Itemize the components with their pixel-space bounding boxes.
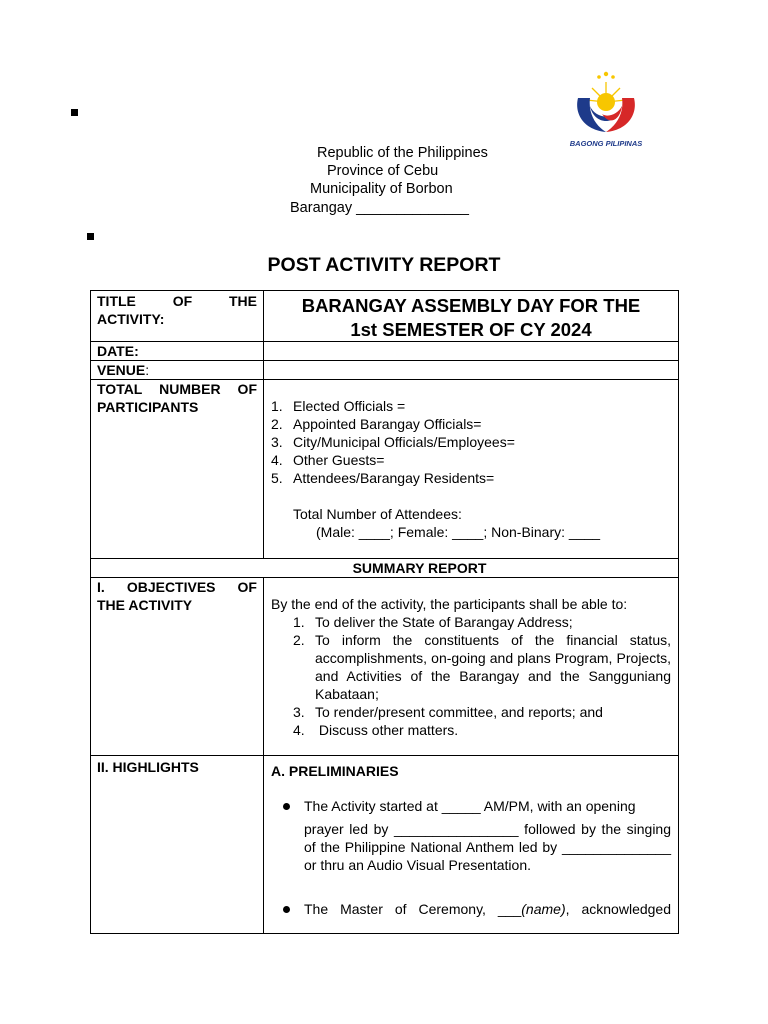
summary-report-header: SUMMARY REPORT: [91, 559, 679, 578]
list-item: 4. Other Guests=: [271, 452, 385, 468]
highlight-2-line: The Master of Ceremony, ___(name), acknowledged: [304, 901, 671, 917]
venue-value: [264, 361, 679, 380]
participants-cell: [264, 380, 679, 559]
title-label: TITLE OF THE ACTIVITY:: [97, 293, 257, 327]
bullet-marker: [87, 233, 94, 240]
objectives-label-line1: I. OBJECTIVES OF: [97, 579, 257, 595]
list-item: 1. Elected Officials =: [271, 398, 406, 414]
venue-label-cell: [91, 361, 264, 380]
page-title: POST ACTIVITY REPORT: [267, 254, 501, 276]
date-value: [264, 342, 679, 361]
objectives-intro: By the end of the activity, the participants shall be able to:: [271, 596, 628, 612]
municipality-line: Municipality of Borbon: [310, 181, 453, 197]
list-item: 4. Discuss other matters.: [293, 722, 459, 738]
participants-label-line2: PARTICIPANTS: [97, 399, 199, 415]
list-item: 5. Attendees/Barangay Residents=: [271, 470, 495, 486]
venue-colon: :: [145, 362, 150, 378]
participants-label-cell: [91, 380, 264, 559]
title-value-cell: [264, 291, 679, 342]
logo-text: BAGONG PILIPINAS: [569, 139, 643, 148]
list-item: [271, 797, 671, 874]
highlight-1-rest: prayer led by ________________ followed by the singing of the Philippine National Anthem led by ______________ or thru an Audio Visual Presentation.: [304, 821, 671, 873]
activity-title-line1: BARANGAY ASSEMBLY DAY FOR THE: [301, 295, 641, 316]
list-item: 2. Appointed Barangay Officials=: [271, 416, 482, 432]
list-item: 3. City/Municipal Officials/Employees=: [271, 434, 515, 450]
list-item: 3. To render/present committee, and reports; and: [293, 704, 603, 720]
objectives-cell: [264, 578, 679, 756]
province-line: Province of Cebu: [327, 163, 439, 179]
highlights-list: [271, 797, 671, 918]
bullet-dot: [283, 906, 290, 913]
highlights-cell: [264, 756, 679, 934]
republic-line: Republic of the Philippines: [317, 145, 488, 161]
objectives-label-line2: THE ACTIVITY: [97, 597, 193, 613]
bagong-pilipinas-logo: [566, 68, 646, 150]
date-label: DATE:: [91, 342, 264, 361]
objectives-list: [271, 613, 671, 739]
venue-label: VENUE: [97, 362, 146, 378]
activity-title-line2: 1st SEMESTER OF CY 2024: [350, 319, 592, 340]
preliminaries-heading: A. PRELIMINARIES: [271, 763, 399, 779]
highlight-1-first-line: The Activity started at _____ AM/PM, with an opening: [304, 798, 636, 814]
bullet-dot: [283, 803, 290, 810]
report-table: [90, 290, 679, 934]
list-item: 1. To deliver the State of Barangay Address;: [293, 614, 573, 630]
total-attendees: Total Number of Attendees:: [293, 506, 462, 522]
participants-list: [271, 397, 671, 487]
title-label-cell: [91, 291, 264, 342]
list-item: 2. To inform the constituents of the financial status, accomplishments, on-going and plans Program, Projects, and Activities of the Barangay and the Sangguniang Kabataan;: [293, 632, 671, 702]
barangay-line: Barangay ______________: [290, 200, 469, 216]
list-item: [271, 900, 671, 918]
highlights-label: II. HIGHLIGHTS: [91, 756, 264, 934]
bullet-marker: [71, 109, 78, 116]
participants-label-line1: TOTAL NUMBER OF: [97, 381, 257, 397]
objectives-label-cell: [91, 578, 264, 756]
gender-breakdown: (Male: ____; Female: ____; Non-Binary: ____: [316, 524, 601, 540]
